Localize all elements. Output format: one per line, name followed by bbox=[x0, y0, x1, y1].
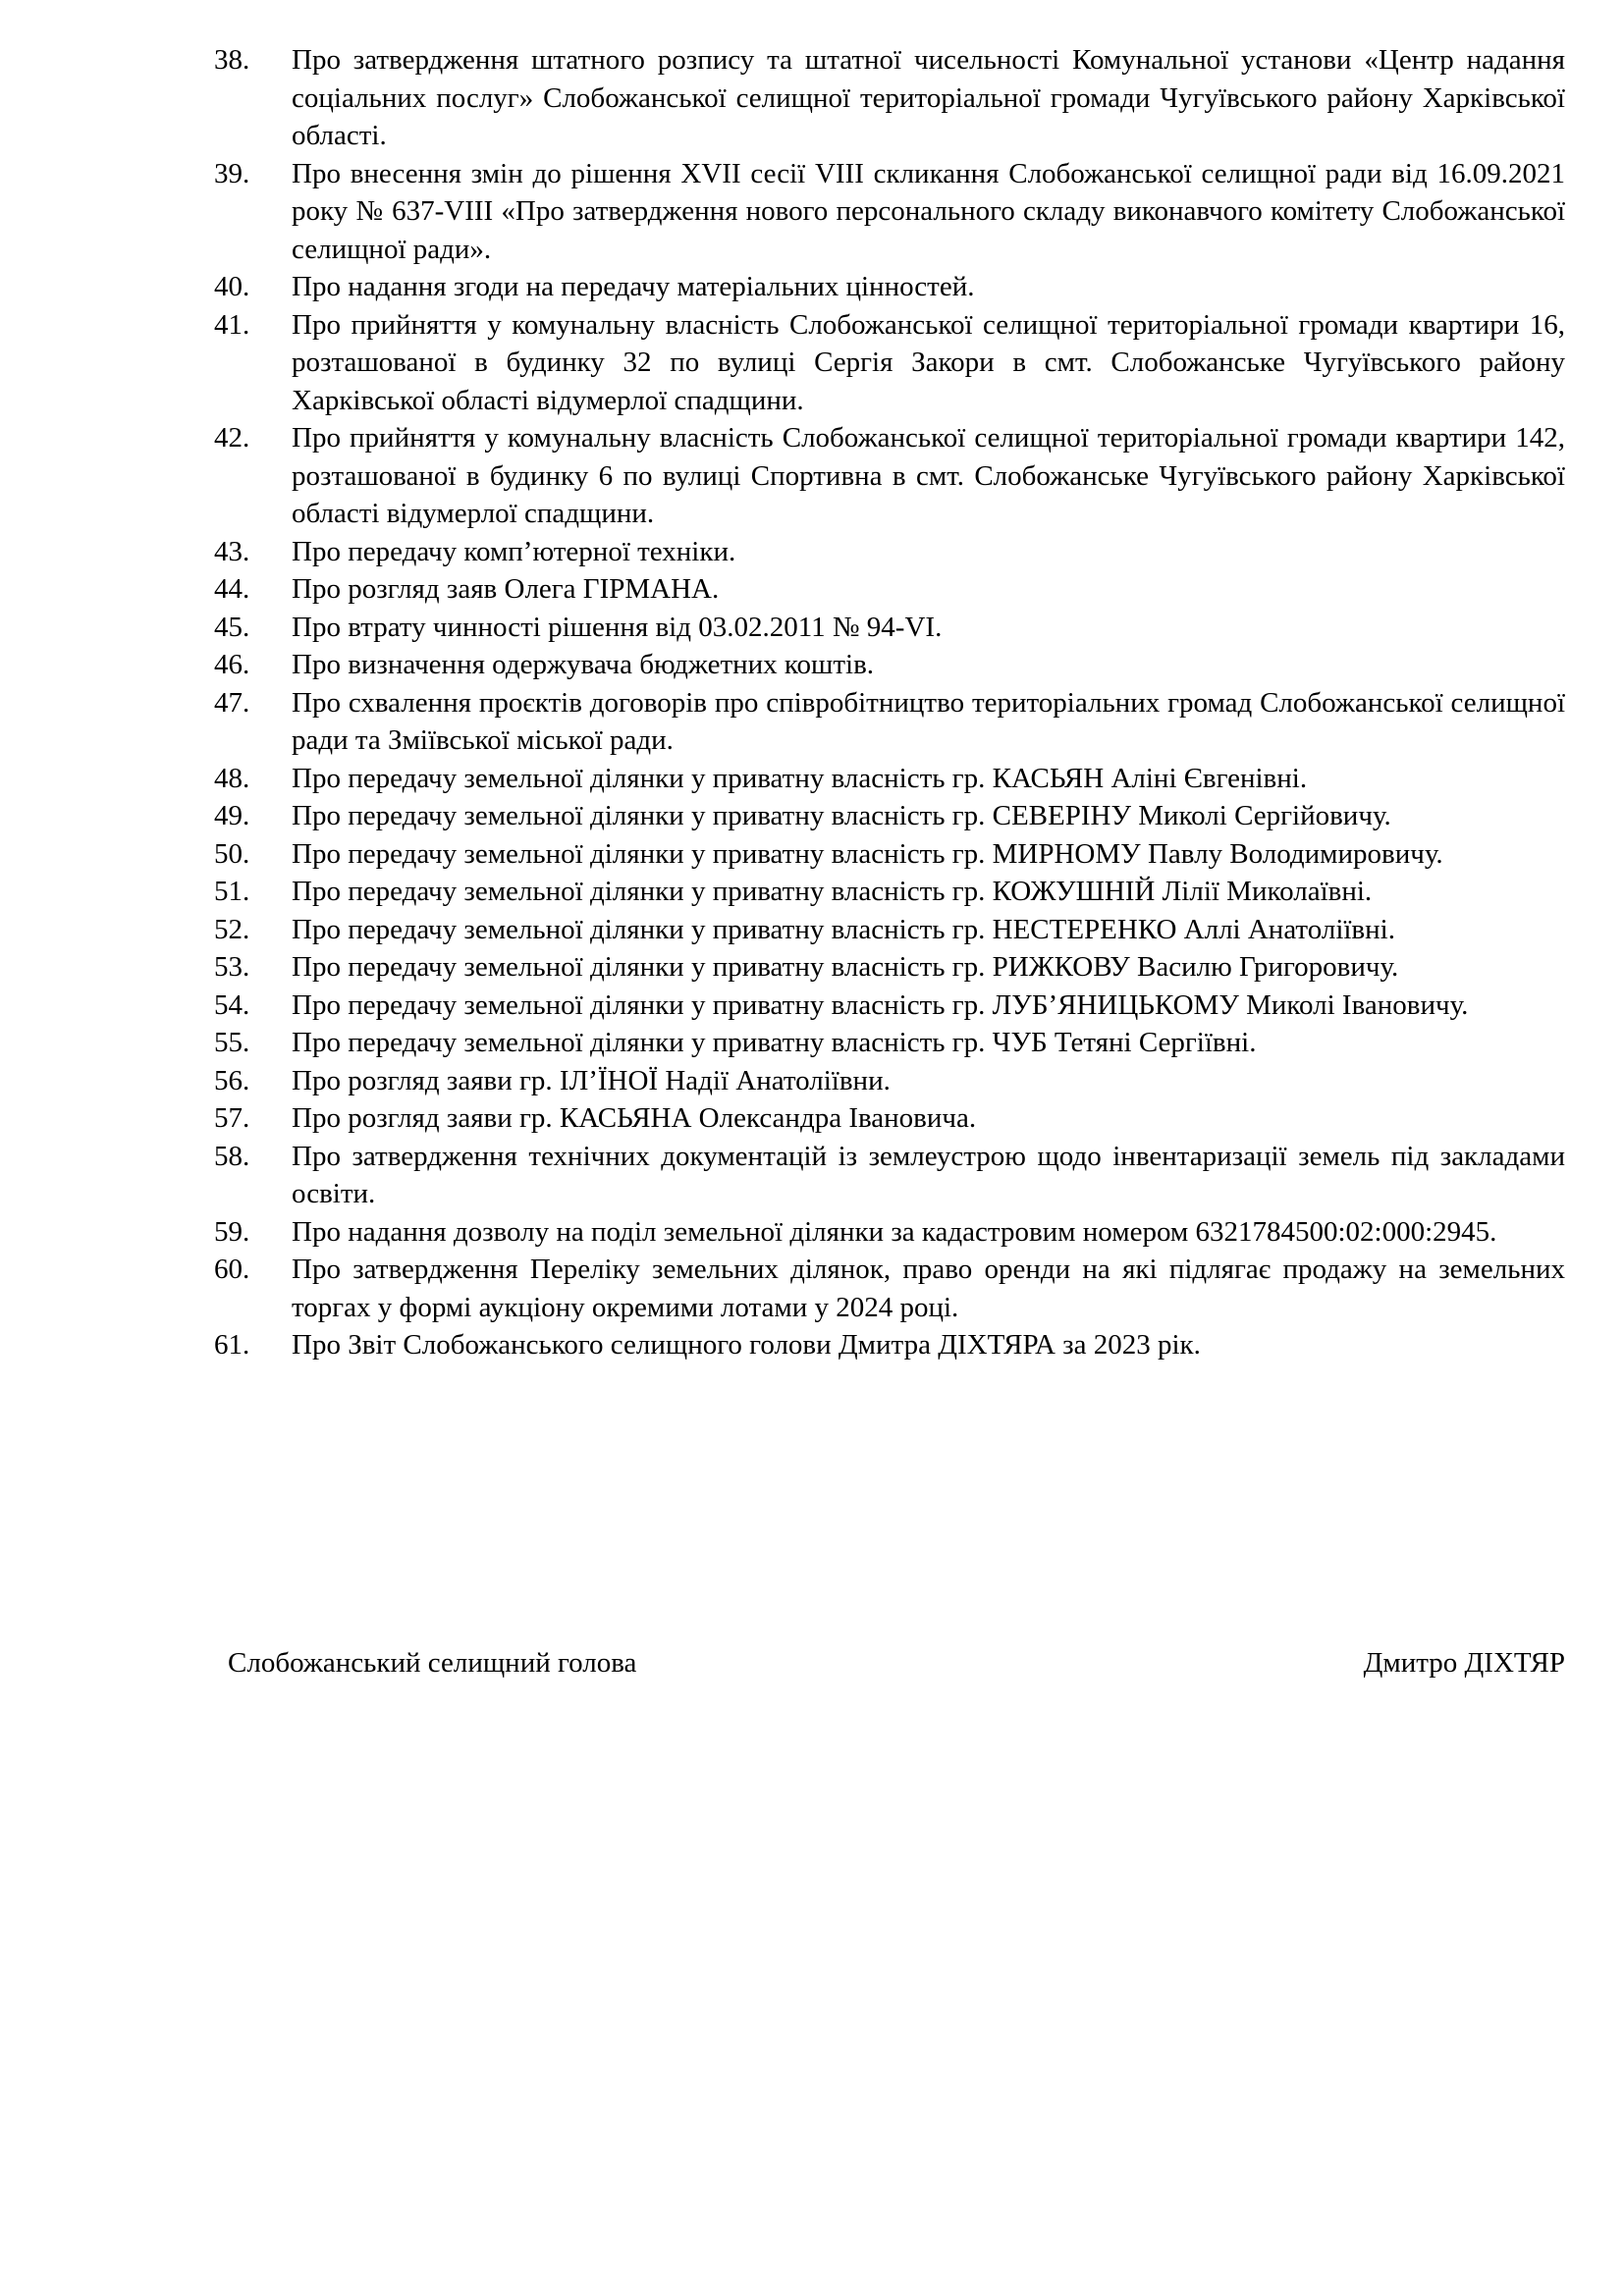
agenda-item bbox=[206, 1251, 1565, 1326]
item-text: Про затвердження технічних документацій із землеустрою щодо інвентаризації земель під закладами освіти. bbox=[292, 1140, 1565, 1209]
agenda-item bbox=[206, 41, 1565, 155]
agenda-item bbox=[206, 419, 1565, 533]
item-number: 57. bbox=[214, 1102, 250, 1134]
item-text: Про надання згоди на передачу матеріальних цінностей. bbox=[292, 271, 975, 302]
item-text: Про передачу комп’ютерної техніки. bbox=[292, 535, 736, 567]
item-number: 54. bbox=[214, 988, 250, 1021]
item-number: 46. bbox=[214, 649, 250, 680]
item-text: Про Звіт Слобожанського селищного голови Дмитра ДІХТЯРА за 2023 рік. bbox=[292, 1329, 1201, 1361]
agenda-item bbox=[206, 155, 1565, 269]
item-text: Про передачу земельної ділянки у приватну власність гр. ЧУБ Тетяні Сергіївні. bbox=[292, 1027, 1257, 1058]
item-text: Про внесення змін до рішення XVII сесії VIII скликання Слобожанської селищної ради від 16.09.2021 року № 637-VIII «Про затвердження нового персонального складу виконавчого комітету Слобожанської селищної ради». bbox=[292, 157, 1565, 265]
agenda-item bbox=[206, 1326, 1565, 1364]
item-number: 42. bbox=[214, 422, 250, 454]
agenda-item bbox=[206, 570, 1565, 609]
agenda-item bbox=[206, 911, 1565, 949]
item-text: Про визначення одержувача бюджетних коштів. bbox=[292, 649, 875, 680]
item-text: Про розгляд заяв Олега ГІРМАНА. bbox=[292, 573, 720, 605]
agenda-item bbox=[206, 1062, 1565, 1100]
item-number: 48. bbox=[214, 762, 250, 794]
item-text: Про затвердження Переліку земельних ділянок, право оренди на які підлягає продажу на земельних торгах у формі аукціону окремими лотами у 2024 році. bbox=[292, 1254, 1565, 1323]
item-number: 49. bbox=[214, 800, 250, 831]
item-number: 44. bbox=[214, 573, 250, 605]
agenda-item bbox=[206, 797, 1565, 835]
item-number: 53. bbox=[214, 951, 250, 983]
item-text: Про розгляд заяви гр. КАСЬЯНА Олександра Івановича. bbox=[292, 1102, 977, 1134]
agenda-item bbox=[206, 948, 1565, 987]
item-number: 45. bbox=[214, 611, 250, 643]
item-text: Про розгляд заяви гр. ІЛ’ЇНОЇ Надії Анатоліївни. bbox=[292, 1064, 891, 1096]
item-text: Про втрату чинності рішення від 03.02.2011 № 94-VI. bbox=[292, 611, 943, 643]
item-text: Про передачу земельної ділянки у приватну власність гр. РИЖКОВУ Василю Григоровичу. bbox=[292, 951, 1399, 983]
agenda-item bbox=[206, 987, 1565, 1025]
agenda-item bbox=[206, 646, 1565, 684]
item-number: 59. bbox=[214, 1215, 250, 1248]
agenda-item bbox=[206, 760, 1565, 798]
item-number: 40. bbox=[214, 271, 250, 302]
item-number: 58. bbox=[214, 1140, 250, 1172]
item-number: 51. bbox=[214, 876, 250, 907]
item-text: Про передачу земельної ділянки у приватну власність гр. СЕВЕРІНУ Миколі Сергійовичу. bbox=[292, 800, 1391, 831]
item-number: 61. bbox=[214, 1329, 250, 1361]
agenda-item bbox=[206, 1138, 1565, 1213]
item-text: Про прийняття у комунальну власність Слобожанської селищної територіальної громади квартири 16, розташованої в будинку 32 по вулиці Сергія Закори в смт. Слобожанське Чугуївського району Харківської області відумерлої спадщини. bbox=[292, 308, 1565, 416]
item-number: 60. bbox=[214, 1254, 250, 1285]
item-text: Про передачу земельної ділянки у приватну власність гр. НЕСТЕРЕНКО Аллі Анатоліївні. bbox=[292, 913, 1395, 945]
item-number: 47. bbox=[214, 686, 250, 719]
item-text: Про затвердження штатного розпису та штатної чисельності Комунальної установи «Центр надання соціальних послуг» Слобожанської селищної територіальної громади Чугуївського району Харківської області. bbox=[292, 44, 1565, 151]
item-number: 41. bbox=[214, 308, 250, 341]
item-text: Про прийняття у комунальну власність Слобожанської селищної територіальної громади квартири 142, розташованої в будинку 6 по вулиці Спортивна в смт. Слобожанське Чугуївського району Харківської області відумерлої спадщини. bbox=[292, 422, 1565, 529]
item-number: 56. bbox=[214, 1064, 250, 1096]
agenda-item bbox=[206, 609, 1565, 647]
item-number: 39. bbox=[214, 157, 250, 189]
item-number: 43. bbox=[214, 535, 250, 567]
agenda-item bbox=[206, 1099, 1565, 1138]
agenda-item bbox=[206, 1024, 1565, 1062]
agenda-item bbox=[206, 1213, 1565, 1252]
signatory-name: Дмитро ДІХТЯР bbox=[1363, 1647, 1565, 1679]
item-number: 38. bbox=[214, 44, 250, 76]
item-text: Про передачу земельної ділянки у приватну власність гр. КАСЬЯН Аліні Євгенівні. bbox=[292, 762, 1308, 794]
item-text: Про передачу земельної ділянки у приватну власність гр. ЛУБ’ЯНИЦЬКОМУ Миколі Івановичу. bbox=[292, 988, 1469, 1021]
agenda-item bbox=[206, 306, 1565, 420]
agenda-item bbox=[206, 873, 1565, 911]
agenda-list bbox=[206, 41, 1565, 1364]
agenda-item bbox=[206, 268, 1565, 306]
item-number: 52. bbox=[214, 913, 250, 945]
item-text: Про передачу земельної ділянки у приватну власність гр. МИРНОМУ Павлу Володимировичу. bbox=[292, 837, 1443, 870]
agenda-item bbox=[206, 684, 1565, 760]
item-number: 50. bbox=[214, 837, 250, 870]
signature-block bbox=[228, 1644, 1565, 1682]
item-text: Про надання дозволу на поділ земельної ділянки за кадастровим номером 6321784500:02:000:2945. bbox=[292, 1215, 1497, 1248]
agenda-item bbox=[206, 835, 1565, 874]
item-number: 55. bbox=[214, 1027, 250, 1058]
agenda-item bbox=[206, 533, 1565, 571]
signatory-position: Слобожанський селищний голова bbox=[228, 1647, 637, 1679]
item-text: Про схвалення проєктів договорів про співробітництво територіальних громад Слобожанської селищної ради та Зміївської міської ради. bbox=[292, 686, 1565, 756]
item-text: Про передачу земельної ділянки у приватну власність гр. КОЖУШНІЙ Лілії Миколаївні. bbox=[292, 876, 1373, 907]
